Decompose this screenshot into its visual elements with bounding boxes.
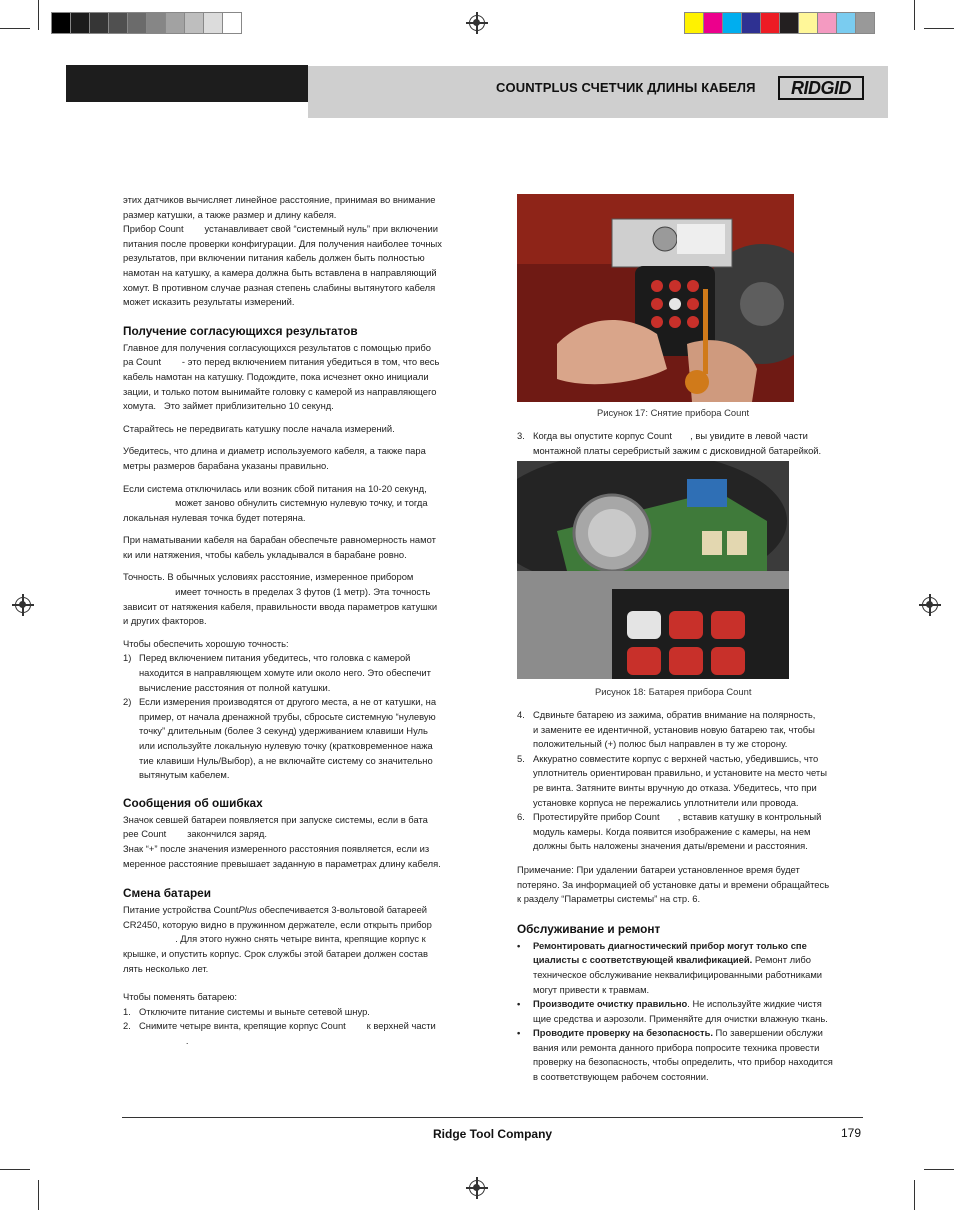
text-line: ре винта. Затяните винты вручную до отказа. Убедитесь, что при — [533, 781, 817, 793]
text-line: имеет точность в пределах 3 футов (1 метр). Эта точность — [123, 586, 431, 598]
text-line: Если система отключилась или возник сбой питания на 10-20 секунд, — [123, 482, 427, 494]
bullet-icon: • — [517, 1027, 521, 1039]
plus-sign-paragraph — [123, 842, 468, 871]
crop-mark — [0, 28, 30, 29]
list-item — [517, 939, 862, 997]
text-line: Значок севшей батареи появляется при запуске системы, если в бата — [123, 813, 428, 825]
text-line: установке корпуса не пережались уплотнители или провода. — [533, 796, 799, 808]
bullet-icon: • — [517, 939, 521, 951]
text-line: Прибор Count устанавливает свой “системный нуль” при включении — [123, 223, 438, 235]
registration-mark-icon — [922, 597, 938, 613]
color-swatch-bar — [684, 12, 874, 34]
photo-remove-device — [517, 194, 794, 402]
text-run-bold: Проводите проверку на безопасность. — [533, 1027, 713, 1039]
text-line: рее Count закончился заряд. — [123, 828, 267, 840]
crop-mark — [0, 1169, 30, 1170]
text-line: проверку на безопасность, чтобы определить, что прибор находится — [533, 1056, 833, 1068]
text-line: хомута. Это займет приблизительно 10 секунд. — [123, 400, 334, 412]
text-line — [533, 1026, 833, 1041]
text-line: в соответствующем рабочем состоянии. — [533, 1071, 709, 1083]
text-line: крышке, и опустить корпус. Срок службы этой батареи должен состав — [123, 947, 429, 959]
text-line: намотан на катушку, а камера должна быть вставлена в направляющий — [123, 266, 437, 278]
crop-mark — [38, 0, 39, 30]
text-run: По завершении обслужи — [712, 1027, 823, 1039]
service-bullets — [517, 939, 862, 1085]
text-line: находится в направляющем хомуте или около него. Это обеспечит — [139, 667, 431, 679]
page-number: 179 — [841, 1126, 862, 1140]
figure-18-caption: Рисунок 18: Батарея прибора Count — [595, 686, 752, 697]
text-line: Протестируйте прибор Count , вставив катушку в контрольный — [533, 811, 822, 823]
battery-paragraph — [123, 903, 468, 976]
steps-list — [517, 708, 862, 854]
power-paragraph — [123, 482, 468, 526]
heading-battery-change: Смена батареи — [123, 886, 211, 901]
text-line: потеряно. За информацией об установке даты и времени обращайтесь — [517, 878, 830, 890]
text-run: . Не используйте жидкие чистя — [687, 998, 822, 1010]
text-line: питания после проверки конфигурации. Для получения наиболее точных — [123, 237, 442, 249]
note-paragraph — [517, 863, 862, 907]
list-item — [123, 651, 468, 695]
figure-17-caption: Рисунок 17: Снятие прибора Count — [597, 407, 750, 418]
text-line: Знак “+” после значения измеренного расстояния появляется, если из — [123, 842, 430, 854]
text-line: или используйте локальную нулевую точку (кратковременное нажа — [139, 740, 433, 751]
accuracy-paragraph — [123, 570, 468, 628]
to-change-paragraph: Чтобы поменять батарею: — [123, 991, 237, 1003]
figure-17-photo — [517, 194, 794, 402]
text-line: CR2450, которую видно в пружинном держателе, если открыть прибор — [123, 918, 432, 930]
wind-paragraph — [123, 533, 468, 562]
color-swatch — [222, 12, 242, 34]
heading-error-messages: Сообщения об ошибках — [123, 795, 263, 810]
figure-18-photo — [517, 461, 789, 679]
system-zero-paragraph — [123, 222, 468, 310]
left-column — [123, 193, 468, 1049]
text-line: кабель намотан на катушку. Подождите, пока исчезнет окно инициали — [123, 370, 429, 382]
text-line: метры размеров барабана указаны правильно. — [123, 459, 329, 471]
text-line: ра Count - это перед включением питания убедиться в том, что весь — [123, 356, 440, 368]
text-line: техническое обслуживание неквалифицированными работниками — [533, 968, 823, 980]
text-line: . — [139, 1034, 189, 1046]
text-line: уплотнитель ориентирован правильно, и установите на место четы — [533, 767, 827, 779]
list-number: 2) — [123, 696, 132, 708]
list-item — [517, 429, 862, 458]
bullet-icon: • — [517, 998, 521, 1010]
color-swatch — [70, 12, 90, 34]
text-run-bold: Производите очистку правильно — [533, 998, 688, 1010]
color-swatch — [51, 12, 71, 34]
right-lower-text — [517, 708, 862, 1085]
registration-mark-icon — [469, 15, 485, 31]
crop-mark — [914, 1180, 915, 1210]
text-line: щие средства и аэрозоли. Применяйте для очистки влажную ткань. — [533, 1012, 828, 1024]
color-swatch — [684, 12, 704, 34]
step-3 — [517, 429, 862, 458]
text-line: могут привести к травмам. — [533, 983, 650, 995]
text-line: тие клавиши Нуль/Выбор), а не включайте систему со значительно — [139, 754, 433, 766]
text-line: точку” длительным (более 3 секунд) удерживанием клавиши Нуль — [139, 725, 428, 737]
text-line: . Для этого нужно снять четыре винта, крепящие корпус к — [123, 933, 426, 945]
text-run-italic: Plus — [238, 904, 257, 916]
text-line: Примечание: При удалении батареи установленное время будет — [517, 863, 800, 875]
text-line: Аккуратно совместите корпус с верхней частью, убедившись, что — [533, 752, 819, 764]
text-line: Сдвиньте батарею из зажима, обратив внимание на полярность, — [533, 709, 816, 720]
text-line — [533, 939, 822, 954]
color-swatch — [146, 12, 166, 34]
list-number: 4. — [517, 709, 525, 720]
text-line: может заново обнулить системную нулевую точку, и тогда — [123, 497, 428, 509]
text-line: вытянутым кабелем. — [139, 769, 230, 781]
header-title: COUNTPLUS СЧЕТЧИК ДЛИНЫ КАБЕЛЯ — [496, 80, 756, 95]
color-swatch — [184, 12, 204, 34]
battery-icon-paragraph — [123, 813, 468, 842]
text-line — [533, 953, 822, 968]
color-swatch — [165, 12, 185, 34]
text-line: и других факторов. — [123, 615, 207, 627]
text-line: результатов, при включении питания кабель должен быть полностью — [123, 252, 425, 264]
list-number: 1. — [123, 1005, 131, 1017]
color-swatch — [779, 12, 799, 34]
text-line: вычисление расстояния от полной катушки. — [139, 681, 331, 693]
text-line: должны быть наложены значения даты/времени и расстояния. — [533, 840, 808, 852]
crop-mark — [38, 1180, 39, 1210]
list-item — [123, 1019, 468, 1048]
text-line: зации, и только потом вынимайте головку с камерой из направляющего — [123, 385, 437, 397]
text-run-bold: циалисты с соответствующей квалификацией. — [533, 954, 753, 966]
text-line: размер катушки, а также размер и длину кабеля. — [123, 208, 337, 220]
text-line: Главное для получения согласующихся результатов с помощью прибо — [123, 341, 431, 353]
photo-battery — [517, 461, 789, 679]
color-swatch — [855, 12, 875, 34]
list-number: 6. — [517, 811, 525, 823]
text-line — [123, 903, 468, 918]
list-item — [517, 752, 862, 810]
text-line — [533, 997, 828, 1012]
text-line: хомут. В противном случае разная степень слабины вытянутого кабеля — [123, 281, 436, 293]
text-line: ки или натяжения, чтобы кабель укладывался в барабане ровно. — [123, 548, 407, 560]
color-swatch — [127, 12, 147, 34]
text-line: Отключите питание системы и выньте сетевой шнур. — [139, 1005, 370, 1017]
list-item — [517, 810, 862, 854]
text-run: Ремонт либо — [752, 954, 811, 966]
text-run-bold: Ремонтировать диагностический прибор могут только спе — [533, 939, 807, 951]
list-item — [123, 1005, 468, 1020]
gray-swatch-bar — [51, 12, 241, 34]
list-item — [517, 708, 862, 752]
text-line: пример, от начала дренажной трубы, сбросьте системную “нулевую — [139, 710, 436, 722]
no-move-paragraph: Старайтесь не передвигать катушку после начала измерений. — [123, 422, 395, 434]
change-list — [123, 1005, 468, 1049]
text-line: Снимите четыре винта, крепящие корпус Count к верхней части — [139, 1020, 436, 1032]
color-swatch — [203, 12, 223, 34]
text-line: вания или ремонта данного прибора попросите техника провести — [533, 1041, 820, 1053]
text-line: модуль камеры. Когда появится изображение с камеры, на нем — [533, 825, 811, 837]
crop-mark — [924, 28, 954, 29]
text-line: Убедитесь, что длина и диаметр используемого кабеля, а также пара — [123, 445, 426, 457]
crop-mark — [924, 1169, 954, 1170]
text-run: обеспечивается 3-вольтовой батареей — [256, 904, 428, 916]
check-paragraph — [123, 444, 468, 473]
list-item — [517, 1026, 862, 1084]
text-line: лять несколько лет. — [123, 962, 209, 974]
text-line: положительный (+) полюс был направлен в ту же сторону. — [533, 738, 788, 750]
accuracy-list — [123, 651, 468, 782]
registration-mark-icon — [469, 1180, 485, 1196]
list-number: 2. — [123, 1020, 131, 1032]
text-line: монтажной платы серебристый зажим с дисковидной батарейкой. — [533, 444, 822, 456]
color-swatch — [741, 12, 761, 34]
text-line: Точность. В обычных условиях расстояние, измеренное прибором — [123, 571, 414, 583]
to-ensure-paragraph: Чтобы обеспечить хорошую точность: — [123, 637, 289, 649]
color-swatch — [798, 12, 818, 34]
text-line: этих датчиков вычисляет линейное расстояние, принимая во внимание — [123, 194, 436, 205]
color-swatch — [89, 12, 109, 34]
text-line: При наматывании кабеля на барабан обеспечьте равномерность намот — [123, 534, 436, 546]
color-swatch — [108, 12, 128, 34]
color-swatch — [836, 12, 856, 34]
text-line: Перед включением питания убедитесь, что головка с камерой — [139, 652, 411, 664]
text-line: и замените ее идентичной, установив новую батарею так, чтобы — [533, 723, 815, 735]
text-line: может исказить результаты измерений. — [123, 296, 295, 308]
list-item — [123, 695, 468, 783]
heading-service: Обслуживание и ремонт — [517, 921, 661, 936]
color-swatch — [722, 12, 742, 34]
text-line: Если измерения производятся от другого места, а не от катушки, на — [139, 696, 437, 708]
heading-consistent-results: Получение согласующихся результатов — [123, 323, 358, 338]
footer-rule — [122, 1117, 863, 1118]
consistent-paragraph — [123, 341, 468, 414]
color-swatch — [760, 12, 780, 34]
color-swatch — [703, 12, 723, 34]
registration-mark-icon — [15, 597, 31, 613]
intro-paragraph — [123, 193, 468, 222]
list-number: 1) — [123, 652, 132, 664]
list-number: 5. — [517, 752, 525, 764]
color-swatch — [817, 12, 837, 34]
text-line: зависит от натяжения кабеля, правильности ввода параметров катушки — [123, 600, 438, 612]
header-dark-block — [66, 65, 308, 102]
list-number: 3. — [517, 430, 525, 441]
text-line: локальная нулевая точка будет потеряна. — [123, 511, 306, 523]
ridgid-logo — [778, 76, 864, 100]
text-line: меренное расстояние превышает заданную в параметрах длину кабеля. — [123, 857, 441, 869]
text-run: Питание устройства Count — [123, 904, 239, 916]
crop-mark — [914, 0, 915, 30]
list-item — [517, 997, 862, 1026]
logo-text: RIDGID — [791, 77, 851, 98]
text-line: к разделу “Параметры системы” на стр. 6. — [517, 893, 701, 905]
footer-company: Ridge Tool Company — [433, 1127, 553, 1141]
text-line: Когда вы опустите корпус Count , вы увидите в левой части — [533, 430, 808, 441]
